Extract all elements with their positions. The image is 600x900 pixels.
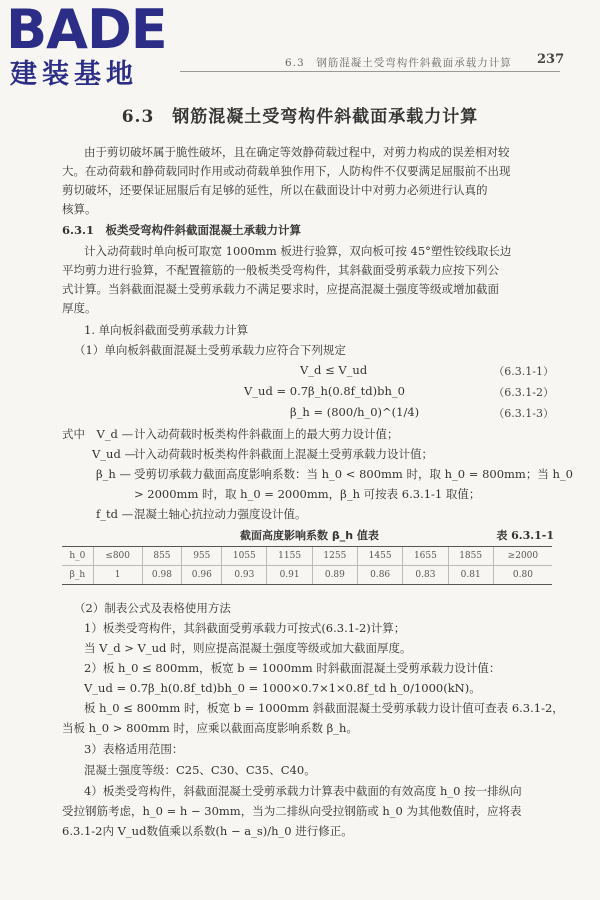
logo xyxy=(6,2,176,92)
table-cell: 1155 xyxy=(267,547,312,566)
symbol-definition-text: 混凝土轴心抗拉动力强度设计值。 xyxy=(134,507,307,521)
equation-formula: V_d ≤ V_ud xyxy=(300,363,368,377)
table-cell: 0.89 xyxy=(312,566,357,585)
table-cell: 1255 xyxy=(312,547,357,566)
header-rule xyxy=(180,71,560,72)
paragraph-line: 混凝土强度等级：C25、C30、C35、C40。 xyxy=(84,763,316,777)
equation-formula: V_ud = 0.7β_h(0.8f_td)bh_0 xyxy=(244,384,405,398)
paragraph-line: 厚度。 xyxy=(62,301,97,315)
table-cell: 0.83 xyxy=(403,566,448,585)
intro-line: 大。在动荷载和静荷载同时作用或动荷载单独作用下，人防构件不仅要满足屈服前不出现 xyxy=(62,164,511,178)
paragraph-line: 2）板 h_0 ≤ 800mm，板宽 b = 1000mm 时斜截面混凝土受剪承载力设计值： xyxy=(84,661,501,675)
table-row-header: β_h xyxy=(62,566,93,585)
paragraph-line: 计入动荷载时单向板可取宽 1000mm 板进行验算，双向板可按 45°塑性铰线取长边 xyxy=(84,244,512,258)
section-title: 6.3 钢筋混凝土受弯构件斜截面承载力计算 xyxy=(121,107,479,127)
table-cell: 0.81 xyxy=(448,566,493,585)
table-cell: 1455 xyxy=(358,547,403,566)
symbol-definition-text: 受剪切承载力截面高度影响系数：当 h_0 < 800mm 时，取 h_0 = 800mm；当 h_0 xyxy=(134,467,573,481)
table-cell: 1055 xyxy=(222,547,267,566)
paragraph-line: 当板 h_0 > 800mm 时，应乘以截面高度影响系数 β_h。 xyxy=(62,721,358,735)
symbol-definition-term: f_td — xyxy=(96,507,134,521)
table-cell: 855 xyxy=(142,547,182,566)
item-subheading: （1）单向板斜截面混凝土受剪承载力应符合下列规定 xyxy=(74,343,346,357)
symbol-definition-text: > 2000mm 时，取 h_0 = 2000mm，β_h 可按表 6.3.1-1 取值； xyxy=(134,487,481,501)
paragraph-line: 4）板类受弯构件，斜截面混凝土受剪承载力计算表中截面的有效高度 h_0 按一排纵向 xyxy=(84,784,522,798)
table-cell: 0.91 xyxy=(267,566,312,585)
symbol-definition-text: 计入动荷载时板类构件斜截面上的最大剪力设计值； xyxy=(134,427,399,441)
table-cell: 0.96 xyxy=(182,566,222,585)
table-row xyxy=(62,566,552,585)
paragraph-line: 6.3.1-2内 V_ud数值乘以系数(h − a_s)/h_0 进行修正。 xyxy=(62,824,353,838)
table-cell: 955 xyxy=(182,547,222,566)
table-row-header: h_0 xyxy=(62,547,93,566)
table-cell: 1655 xyxy=(403,547,448,566)
table-cell: ≤800 xyxy=(93,547,142,566)
table-cell: 0.86 xyxy=(358,566,403,585)
table-label: 表 6.3.1-1 xyxy=(496,529,554,542)
table-caption: 截面高度影响系数 β_h 值表 xyxy=(240,529,379,542)
equation-number: （6.3.1-1） xyxy=(493,365,554,378)
paragraph-line: 受拉钢筋考虑，h_0 = h − 30mm，当为二排纵向受拉钢筋或 h_0 为其他数值时，应将表 xyxy=(62,804,522,818)
symbol-definition-term: V_ud — xyxy=(92,447,136,461)
paragraph-line: 式计算。当斜截面混凝土受剪承载力不满足要求时，应提高混凝土强度等级或增加截面 xyxy=(62,282,499,296)
table-row xyxy=(62,547,552,566)
paragraph-line: 3）表格适用范围： xyxy=(84,742,184,756)
equation-number: （6.3.1-2） xyxy=(493,386,554,399)
item-heading: （2）制表公式及表格使用方法 xyxy=(74,601,231,615)
running-head: 6.3 钢筋混凝土受弯构件斜截面承载力计算 xyxy=(285,57,512,69)
formula-line: V_ud = 0.7β_h(0.8f_td)bh_0 = 1000×0.7×1×0.8f_td h_0/1000(kN)。 xyxy=(84,681,481,695)
page-number: 237 xyxy=(537,52,565,67)
table-cell: 1855 xyxy=(448,547,493,566)
paragraph-line: 1）板类受弯构件，其斜截面受剪承载力可按式(6.3.1-2)计算； xyxy=(84,621,406,635)
paragraph-line: 板 h_0 ≤ 800mm 时，板宽 b = 1000mm 斜截面混凝土受剪承载力设计值可查表 6.3.1-2， xyxy=(84,701,564,715)
intro-line: 剪切破坏，还要保证屈服后有足够的延性，所以在截面设计中对剪力必须进行认真的 xyxy=(62,183,488,197)
coefficient-table xyxy=(62,546,552,585)
intro-line: 由于剪切破坏属于脆性破坏，且在确定等效静荷载过程中，对剪力构成的误差相对较 xyxy=(84,145,510,159)
symbol-definition-term: 式中 V_d — xyxy=(62,427,134,441)
item-heading: 1. 单向板斜截面受剪承载力计算 xyxy=(84,323,249,337)
table-cell: 1 xyxy=(93,566,142,585)
symbol-definition-text: 计入动荷载时板类构件斜截面上混凝土受剪承载力设计值； xyxy=(134,447,433,461)
table-cell: 0.98 xyxy=(142,566,182,585)
table-cell: 0.80 xyxy=(493,566,552,585)
logo-wordmark: BADE xyxy=(6,0,167,61)
paragraph-line: 平均剪力进行验算，不配置箍筋的一般板类受弯构件，其斜截面受剪承载力应按下列公 xyxy=(62,263,499,277)
equation-formula: β_h = (800/h_0)^(1/4) xyxy=(290,405,420,419)
paragraph-line: 当 V_d > V_ud 时，则应提高混凝土强度等级或加大截面厚度。 xyxy=(84,641,412,655)
intro-line: 核算。 xyxy=(62,202,97,216)
equation-number: （6.3.1-3） xyxy=(493,407,554,420)
logo-subtitle: 建装基地 xyxy=(10,59,138,90)
table-cell: ≥2000 xyxy=(493,547,552,566)
subsection-heading: 6.3.1 板类受弯构件斜截面混凝土承载力计算 xyxy=(62,223,302,237)
symbol-definition-term: β_h — xyxy=(96,467,131,481)
table-cell: 0.93 xyxy=(222,566,267,585)
